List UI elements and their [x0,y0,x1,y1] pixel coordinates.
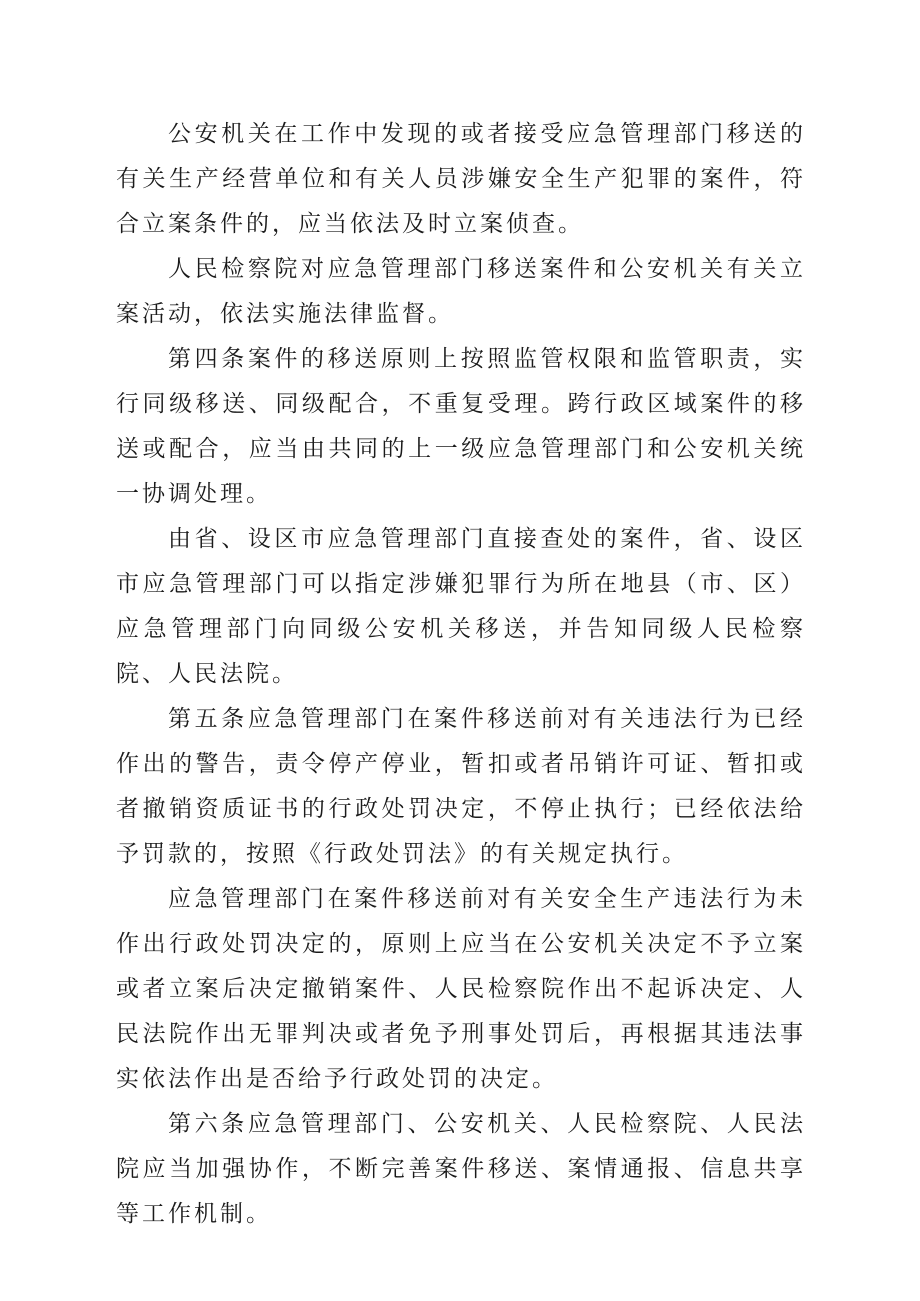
paragraph-1: 公安机关在工作中发现的或者接受应急管理部门移送的有关生产经营单位和有关人员涉嫌安全生产犯罪的案件，符合立案条件的，应当依法及时立案侦查。 [116,121,806,237]
paragraph-2: 人民检察院对应急管理部门移送案件和公安机关有关立案活动，依法实施法律监督。 [116,256,806,327]
paragraph-4: 由省、设区市应急管理部门直接查处的案件，省、设区市应急管理部门可以指定涉嫌犯罪行为所在地县（市、区）应急管理部门向同级公安机关移送，并告知同级人民检察院、人民法院。 [116,526,806,687]
paragraph-7: 第六条应急管理部门、公安机关、人民检察院、人民法院应当加强协作，不断完善案件移送、案情通报、信息共享等工作机制。 [116,1111,806,1227]
document-body [116,112,806,1237]
paragraph-3: 第四条案件的移送原则上按照监管权限和监管职责，实行同级移送、同级配合，不重复受理。跨行政区域案件的移送或配合，应当由共同的上一级应急管理部门和公安机关统一协调处理。 [116,346,806,507]
paragraph-6: 应急管理部门在案件移送前对有关安全生产违法行为未作出行政处罚决定的，原则上应当在公安机关决定不予立案或者立案后决定撤销案件、人民检察院作出不起诉决定、人民法院作出无罪判决或者免予刑事处罚后，再根据其违法事实依法作出是否给予行政处罚的决定。 [116,886,806,1092]
paragraph-5: 第五条应急管理部门在案件移送前对有关违法行为已经作出的警告，责令停产停业，暂扣或者吊销许可证、暂扣或者撤销资质证书的行政处罚决定，不停止执行；已经依法给予罚款的，按照《行政处罚法》的有关规定执行。 [116,706,806,867]
